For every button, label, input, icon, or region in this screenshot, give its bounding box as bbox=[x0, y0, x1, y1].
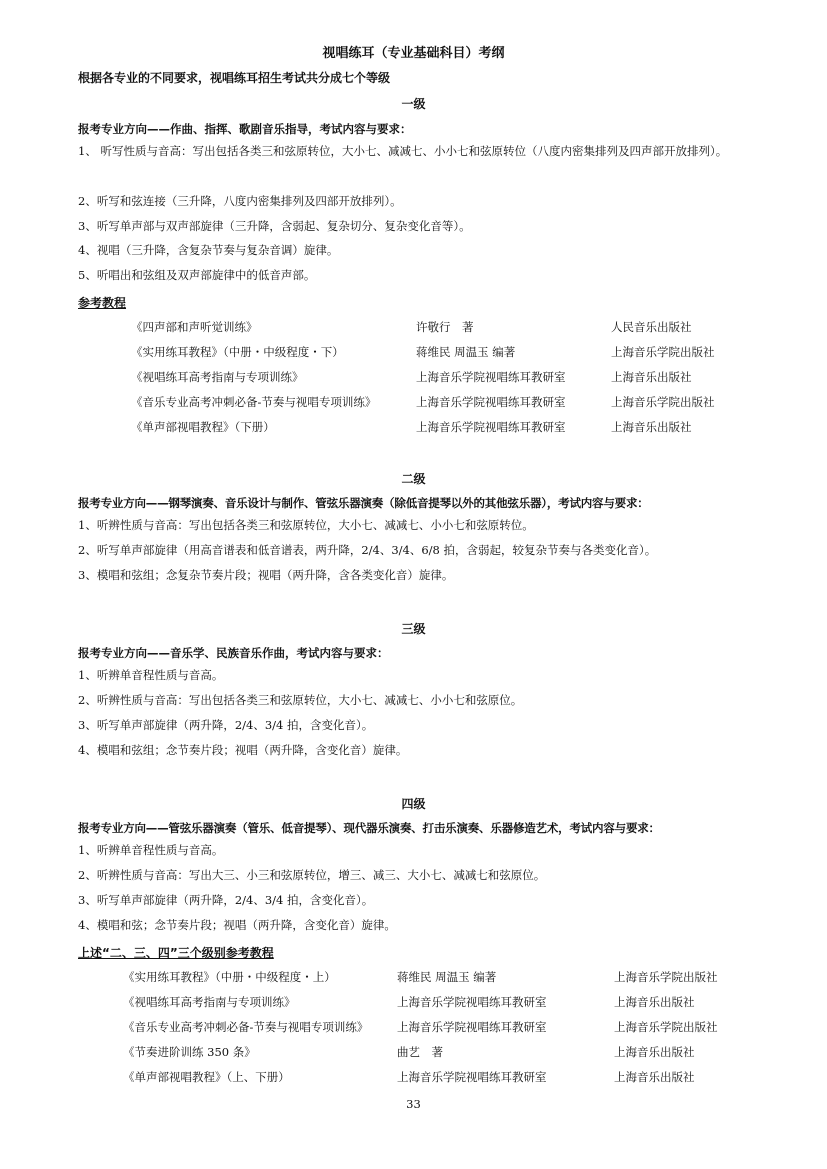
level4-book-title: 《节奏进阶训练 350 条》 bbox=[123, 1045, 256, 1059]
level4-book-author: 曲艺 著 bbox=[397, 1045, 443, 1059]
level1-book-publisher: 上海音乐出版社 bbox=[611, 370, 692, 384]
level1-item-2: 2、听写和弦连接（三升降，八度内密集排列及四部开放排列）。 bbox=[78, 194, 402, 208]
level1-item-3: 3、听写单声部与双声部旋律（三升降，含弱起、复杂切分、复杂变化音等）。 bbox=[78, 219, 471, 233]
level4-item-2: 2、听辨性质与音高：写出大三、小三和弦原转位，增三、减三、大小七、减减七和弦原位。 bbox=[78, 868, 546, 882]
level2-item-3: 3、模唱和弦组；念复杂节奏片段；视唱（两升降，含各类变化音）旋律。 bbox=[78, 568, 454, 582]
level1-book-author: 上海音乐学院视唱练耳教研室 bbox=[416, 370, 566, 384]
level4-item-3: 3、听写单声部旋律（两升降，2/4、3/4 拍，含变化音）。 bbox=[78, 893, 374, 907]
intro-text: 根据各专业的不同要求，视唱练耳招生考试共分成七个等级 bbox=[78, 71, 391, 85]
level4-book-author: 上海音乐学院视唱练耳教研室 bbox=[397, 1020, 547, 1034]
level4-book-title: 《单声部视唱教程》（上、下册） bbox=[123, 1070, 290, 1084]
level4-book-title: 《音乐专业高考冲刺必备-节奏与视唱专项训练》 bbox=[123, 1020, 369, 1034]
level1-item-4: 4、视唱（三升降，含复杂节奏与复杂音调）旋律。 bbox=[78, 243, 339, 257]
level2-heading: 二级 bbox=[401, 472, 426, 486]
level3-item-1: 1、听辨单音程性质与音高。 bbox=[78, 668, 224, 682]
level1-direction: 报考专业方向——作曲、指挥、歌剧音乐指导，考试内容与要求： bbox=[78, 122, 412, 136]
level2-item-1: 1、听辨性质与音高：写出包括各类三和弦原转位，大小七、减减七、小小七和弦原转位。 bbox=[78, 518, 534, 532]
level4-book-publisher: 上海音乐出版社 bbox=[614, 1070, 695, 1084]
level1-book-publisher: 人民音乐出版社 bbox=[611, 320, 692, 334]
level4-direction: 报考专业方向——管弦乐器演奏（管乐、低音提琴）、现代器乐演奏、打击乐演奏、乐器修造艺术，考试内容与要求： bbox=[78, 821, 660, 835]
level1-book-title: 《单声部视唱教程》（下册） bbox=[131, 420, 275, 434]
level4-reference-heading: 上述“二、三、四”三个级别参考教程 bbox=[78, 946, 274, 960]
level1-book-title: 《实用练耳教程》（中册・中级程度・下） bbox=[131, 345, 344, 359]
level3-direction: 报考专业方向——音乐学、民族音乐作曲，考试内容与要求： bbox=[78, 646, 389, 660]
level4-book-publisher: 上海音乐学院出版社 bbox=[614, 1020, 718, 1034]
level2-direction: 报考专业方向——钢琴演奏、音乐设计与制作、管弦乐器演奏（除低音提琴以外的其他弦乐器），考试内容与要求： bbox=[78, 496, 649, 510]
level4-book-author: 上海音乐学院视唱练耳教研室 bbox=[397, 995, 547, 1009]
level4-book-title: 《实用练耳教程》（中册・中级程度・上） bbox=[123, 970, 336, 984]
level1-book-publisher: 上海音乐学院出版社 bbox=[611, 395, 715, 409]
level4-book-publisher: 上海音乐出版社 bbox=[614, 1045, 695, 1059]
level4-book-publisher: 上海音乐学院出版社 bbox=[614, 970, 718, 984]
level1-book-publisher: 上海音乐出版社 bbox=[611, 420, 692, 434]
level3-heading: 三级 bbox=[401, 622, 426, 636]
level1-book-author: 上海音乐学院视唱练耳教研室 bbox=[416, 420, 566, 434]
page-number: 33 bbox=[406, 1097, 421, 1111]
level1-book-title: 《四声部和声听觉训练》 bbox=[131, 320, 258, 334]
level1-book-title: 《视唱练耳高考指南与专项训练》 bbox=[131, 370, 304, 384]
level3-item-3: 3、听写单声部旋律（两升降，2/4、3/4 拍，含变化音）。 bbox=[78, 718, 374, 732]
level1-book-author: 上海音乐学院视唱练耳教研室 bbox=[416, 395, 566, 409]
level1-book-title: 《音乐专业高考冲刺必备-节奏与视唱专项训练》 bbox=[131, 395, 377, 409]
level2-item-2: 2、听写单声部旋律（用高音谱表和低音谱表，两升降，2/4、3/4、6/8 拍，含弱起，较复杂节奏与各类变化音）。 bbox=[78, 543, 657, 557]
level4-item-1: 1、听辨单音程性质与音高。 bbox=[78, 843, 224, 857]
level4-book-author: 蒋维民 周温玉 编著 bbox=[397, 970, 497, 984]
level1-book-author: 蒋维民 周温玉 编著 bbox=[416, 345, 516, 359]
level4-book-author: 上海音乐学院视唱练耳教研室 bbox=[397, 1070, 547, 1084]
level1-item-1: 1、 听写性质与音高：写出包括各类三和弦原转位，大小七、减减七、小小七和弦原转位（八度内密集排列及四声部开放排列）。 bbox=[78, 144, 728, 158]
level3-item-4: 4、模唱和弦组；念节奏片段；视唱（两升降，含变化音）旋律。 bbox=[78, 743, 408, 757]
level1-book-publisher: 上海音乐学院出版社 bbox=[611, 345, 715, 359]
level4-book-title: 《视唱练耳高考指南与专项训练》 bbox=[123, 995, 296, 1009]
level1-reference-heading: 参考教程 bbox=[78, 296, 127, 310]
level1-book-author: 许敬行 著 bbox=[416, 320, 474, 334]
level4-book-publisher: 上海音乐出版社 bbox=[614, 995, 695, 1009]
level4-heading: 四级 bbox=[401, 797, 426, 811]
level4-item-4: 4、模唱和弦；念节奏片段；视唱（两升降，含变化音）旋律。 bbox=[78, 918, 396, 932]
level3-item-2: 2、听辨性质与音高：写出包括各类三和弦原转位，大小七、减减七、小小七和弦原位。 bbox=[78, 693, 523, 707]
level1-item-5: 5、听唱出和弦组及双声部旋律中的低音声部。 bbox=[78, 268, 316, 282]
page-title: 视唱练耳（专业基础科目）考纲 bbox=[322, 46, 505, 61]
level1-heading: 一级 bbox=[401, 97, 426, 111]
